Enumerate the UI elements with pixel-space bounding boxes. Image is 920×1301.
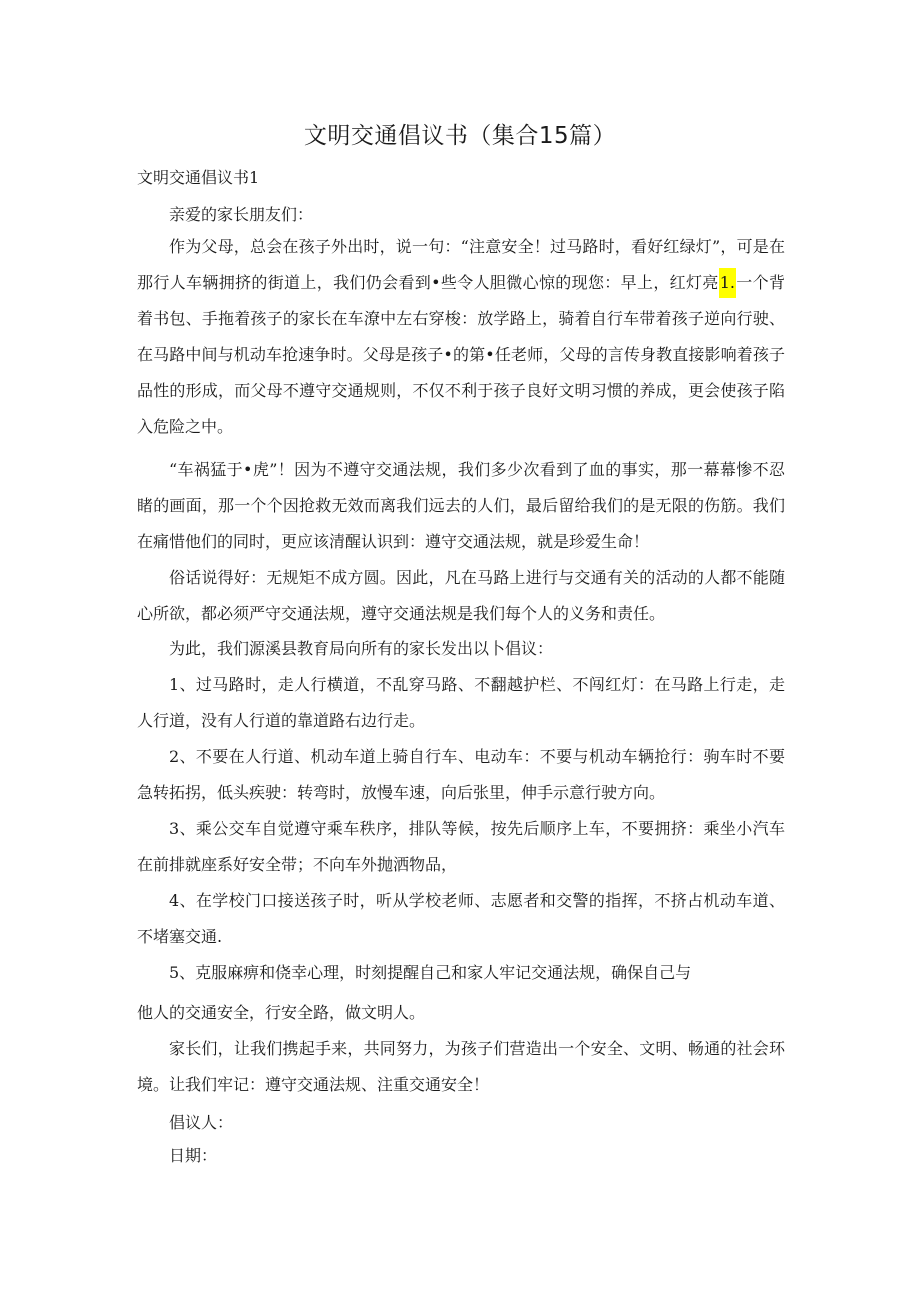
section-heading: 文明交通倡议书1	[137, 168, 260, 187]
proposal-item-1: 1、过马路时，走人行横道，不乱穿马路、不翻越护栏、不闯红灯：在马路上行走，走人行道，没有人行道的靠道路右边行走。	[137, 675, 785, 730]
rules-paragraph: 俗话说得好：无规矩不成方圆。因此，凡在马路上进行与交通有关的活动的人都不能随心所欲，都必须严守交通法规，遵守交通法规是我们每个人的义务和责任。	[137, 568, 785, 623]
greeting-paragraph: 亲爱的家长朋友们：	[169, 205, 314, 224]
proposal-item-5-line-1: 5、克服麻痹和侥幸心理，时刻提醒自己和家人牢记交通法规，确保自己与	[169, 963, 692, 982]
intro-text-before: 作为父母，总会在孩子外出时，说一句：“注意安全！过马路时，看好红绿灯”，可是在那行人车辆拥挤的街道上，我们仍会看到•些令人胆微心惊的现您：早上，红灯亮	[137, 237, 785, 292]
signer-label: 倡议人：	[169, 1113, 234, 1132]
highlighted-list-marker: 1.	[719, 268, 736, 298]
proposal-item-2: 2、不要在人行道、机动车道上骑自行车、电动车：不要与机动车辆抢行：驹车时不要急转拓拐，低头疾驶：转弯时，放慢车速，向后张里，伸手示意行驶方向。	[137, 747, 785, 802]
document-title: 文明交通倡议书（集合15篇）	[303, 123, 617, 149]
proposal-item-3: 3、乘公交车自觉遵守乘车秩序，排队等候，按先后顺序上车，不要拥挤：乘坐小汽车在前排就座系好安全带；不向车外抛洒物品，	[137, 819, 785, 874]
intro-text-after: 一个背着书包、手拖着孩子的家长在车潦中左右穿梭：放学路上，骑着自行车带着孩子逆向行驶、在马路中间与机动车抢速争时。父母是孩子•的第•任老师，父母的言传身教直接影响着孩子品性的形成，而父母不遵守交通规则，不仅不利于孩子良好文明习惯的养成，更会使孩子陷入危险之中。	[137, 273, 785, 436]
date-label: 日期：	[169, 1146, 218, 1165]
intro-paragraph	[137, 229, 785, 445]
proposal-item-5-line-2: 他人的交通安全，行安全路，做文明人。	[137, 1003, 426, 1022]
proposal-item-4: 4、在学校门口接送孩子时，听从学校老师、志愿者和交警的指挥，不挤占机动车道、不堵塞交通.	[137, 891, 785, 946]
proposal-intro-paragraph: 为此，我们源溪县教育局向所有的家长发出以卜倡议：	[169, 639, 554, 658]
closing-paragraph: 家长们，让我们携起手来，共同努力，为孩子们营造出一个安全、文明、畅通的社会环境。让我们牢记：遵守交通法规、注重交通安全！	[137, 1039, 785, 1094]
accident-paragraph: “车祸猛于•虎”！因为不遵守交通法规，我们多少次看到了血的事实，那一幕幕惨不忍睹的画面，那一个个因抢救无效而离我们远去的人们，最后留给我们的是无限的伤筋。我们在痛惜他们的同时，更应该清醒认识到：遵守交通法规，就是珍爱生命！	[137, 460, 785, 551]
